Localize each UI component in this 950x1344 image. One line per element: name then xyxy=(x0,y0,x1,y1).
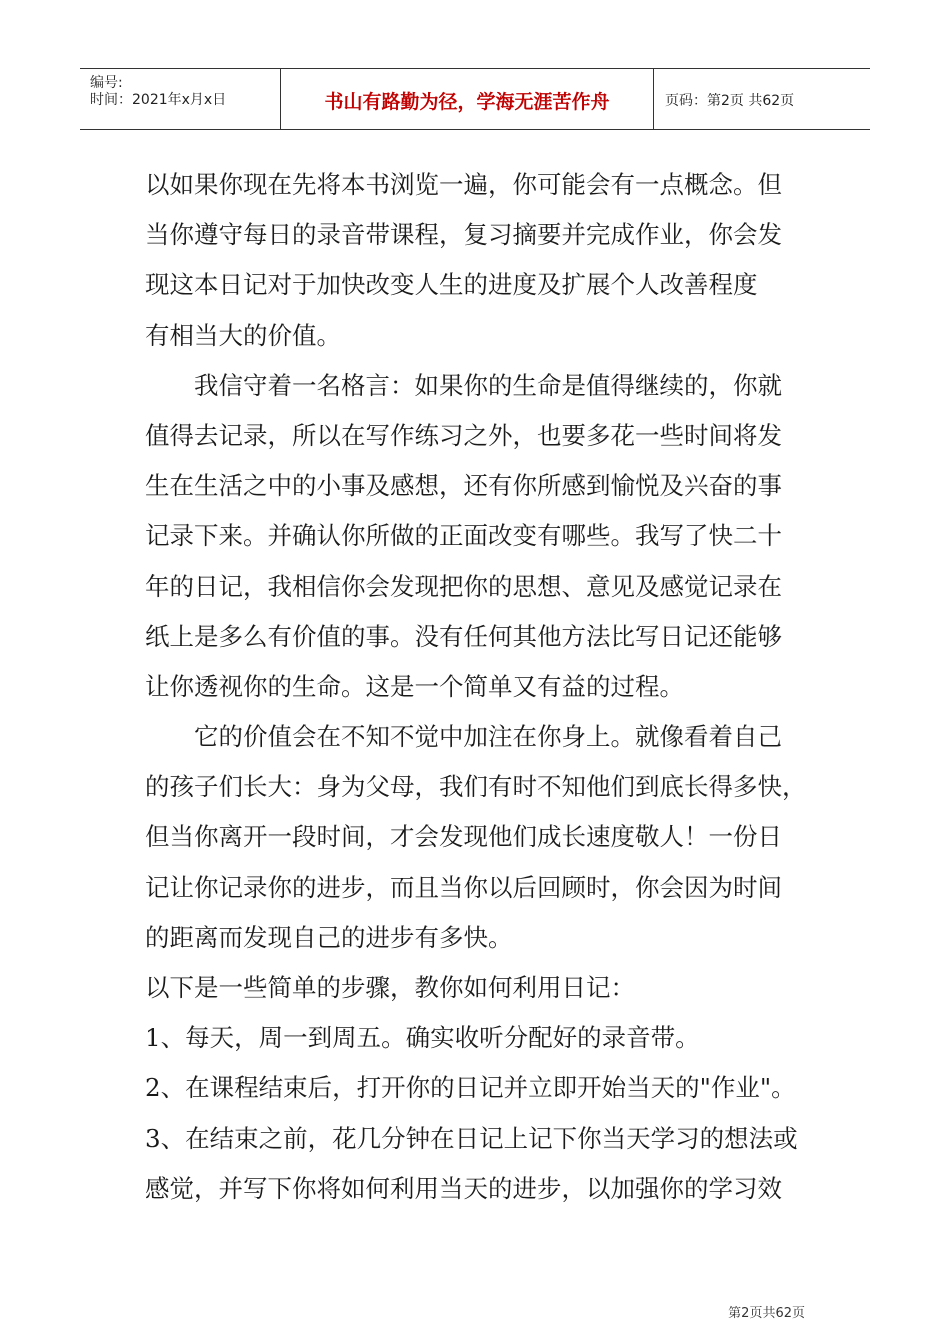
page-footer: 第2页共62页 xyxy=(728,1306,805,1321)
text-line: 年的日记，我相信你会发现把你的思想、意见及感觉记录在 xyxy=(145,571,782,601)
text-line: 的孩子们长大：身为父母，我们有时不知他们到底长得多快， xyxy=(145,772,807,802)
text-line: 值得去记录，所以在写作练习之外，也要多花一些时间将发 xyxy=(145,420,782,450)
text-line: 2、在课程结束后，打开你的日记并立即开始当天的"作业"。 xyxy=(145,1073,796,1103)
time-label: 时间：2021年x月x日 xyxy=(90,92,227,108)
text-line: 记录下来。并确认你所做的正面改变有哪些。我写了快二十 xyxy=(145,521,782,551)
number-label: 编号: xyxy=(90,75,123,91)
text-line: 现这本日记对于加快改变人生的进度及扩展个人改善程度 xyxy=(145,270,758,300)
text-line: 我信守着一名格言：如果你的生命是值得继续的，你就 xyxy=(145,370,782,400)
text-line: 当你遵守每日的录音带课程，复习摘要并完成作业，你会发 xyxy=(145,220,782,250)
text-line: 以如果你现在先将本书浏览一遍，你可能会有一点概念。但 xyxy=(145,170,782,199)
motto-text: 书山有路勤为径，学海无涯苦作舟 xyxy=(324,91,610,113)
header-motto-cell xyxy=(280,69,654,129)
text-line: 让你透视你的生命。这是一个简单又有益的过程。 xyxy=(145,671,684,701)
page-number-label: 页码：第2页 共62页 xyxy=(665,93,795,109)
text-line: 1、每天，周一到周五。确实收听分配好的录音带。 xyxy=(145,1023,700,1053)
text-line: 的距离而发现自己的进步有多快。 xyxy=(145,922,513,952)
text-line: 感觉，并写下你将如何利用当天的进步，以加强你的学习效 xyxy=(145,1173,782,1203)
page-header xyxy=(80,68,870,130)
document-body xyxy=(145,160,815,1214)
text-line: 纸上是多么有价值的事。没有任何其他方法比写日记还能够 xyxy=(145,621,782,651)
text-line: 以下是一些简单的步骤，教你如何利用日记： xyxy=(145,973,635,1002)
text-line: 但当你离开一段时间，才会发现他们成长速度敬人！一份日 xyxy=(145,822,782,852)
header-meta-cell xyxy=(80,69,280,129)
text-line: 3、在结束之前，花几分钟在日记上记下你当天学习的想法或 xyxy=(145,1123,798,1153)
text-line: 有相当大的价值。 xyxy=(145,320,341,350)
text-line: 生在生活之中的小事及感想，还有你所感到愉悦及兴奋的事 xyxy=(145,471,782,501)
text-line: 它的价值会在不知不觉中加注在你身上。就像看着自己 xyxy=(145,722,782,752)
text-line: 记让你记录你的进步，而且当你以后回顾时，你会因为时间 xyxy=(145,872,782,902)
header-page-cell xyxy=(653,69,870,129)
